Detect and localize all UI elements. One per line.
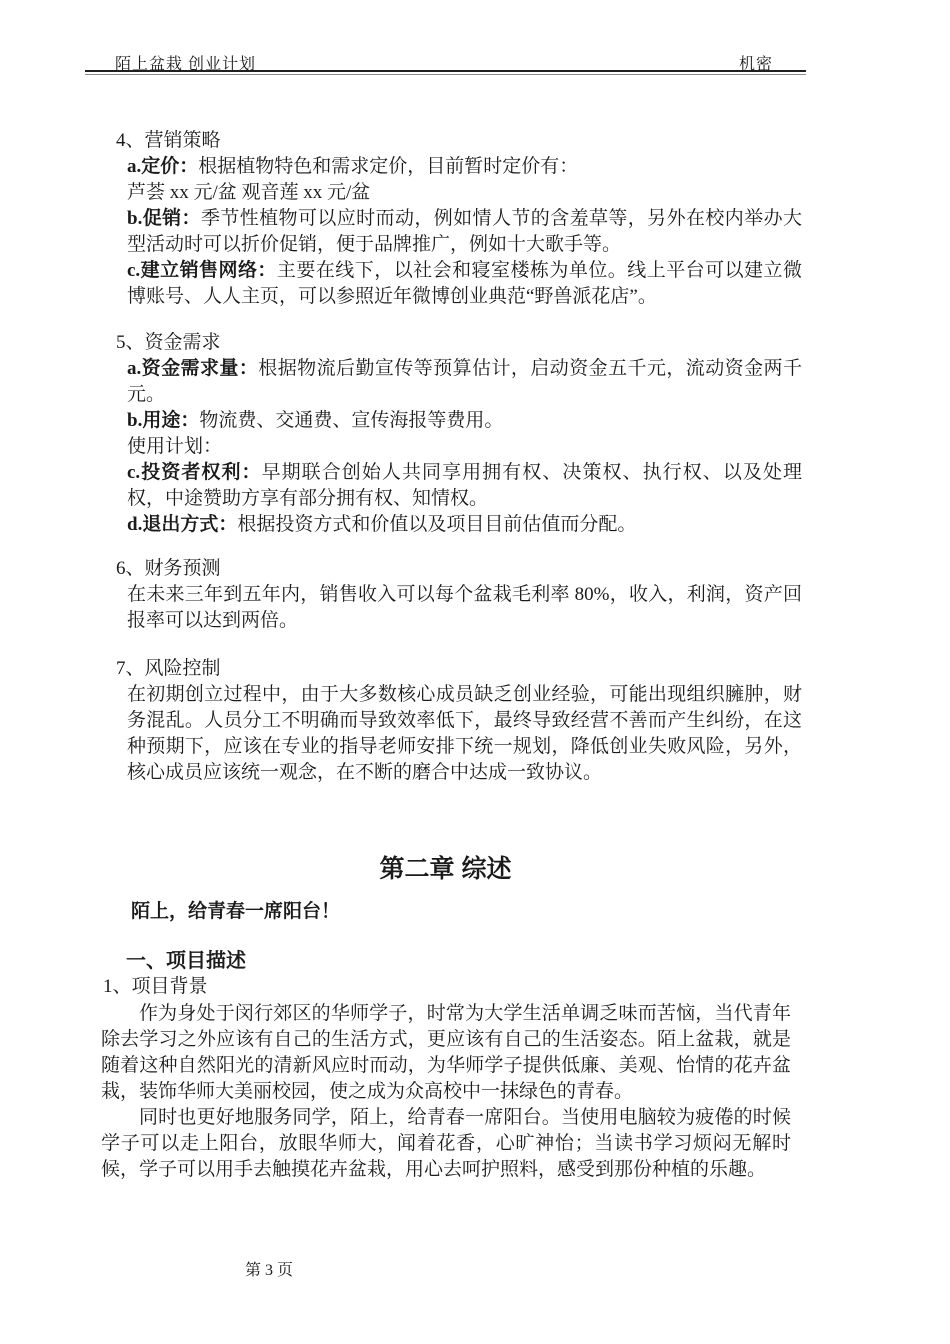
section-item xyxy=(127,154,802,180)
item-text: 主要在线下，以社会和寝室楼栋为单位。线上平台可以建立微博账号、人人主页，可以参照近年微博创业典范“野兽派花店”。 xyxy=(127,260,802,307)
item-text: 季节性植物可以应时而动，例如情人节的含羞草等，另外在校内举办大型活动时可以折价促销，便于品牌推广，例如十大歌手等。 xyxy=(127,208,802,255)
section-body xyxy=(127,682,802,786)
item-text: 芦荟 xx 元/盆 观音莲 xx 元/盆 xyxy=(127,182,371,203)
item-text: 使用计划： xyxy=(127,436,223,457)
item-label: a.资金需求量： xyxy=(127,358,259,379)
section-head xyxy=(116,330,821,356)
section-number: 7、 xyxy=(116,658,145,679)
section-number: 5、 xyxy=(116,332,145,353)
section-item xyxy=(127,512,802,538)
section-item xyxy=(127,408,802,434)
section-7-risk-control xyxy=(116,656,821,786)
section-body xyxy=(127,154,802,310)
item-label: a.定价： xyxy=(127,156,199,177)
paragraph: 同时也更好地服务同学，陌上，给青春一席阳台。当使用电脑较为疲倦的时候学子可以走上阳台，放眼华师大，闻着花香，心旷神怡；当读书学习烦闷无解时候，学子可以用手去触摸花卉盆栽，用心去呵护照料，感受到那份种植的乐趣。 xyxy=(101,1107,791,1180)
section-4-marketing-strategy xyxy=(116,128,821,310)
section-item xyxy=(127,356,802,408)
item-text: 在未来三年到五年内，销售收入可以每个盆栽毛利率 80%，收入，利润，资产回报率可以达到两倍。 xyxy=(127,584,802,631)
item-text: 根据植物特色和需求定价，目前暂时定价有： xyxy=(198,156,579,177)
section-head xyxy=(116,656,821,682)
section-body xyxy=(127,356,802,538)
section-title: 风险控制 xyxy=(144,658,221,679)
chapter-paragraphs xyxy=(101,1001,791,1183)
item-text: 根据投资方式和价值以及项目目前估值而分配。 xyxy=(237,514,637,535)
section-item xyxy=(127,582,802,634)
section-item xyxy=(127,258,802,310)
footer-page-number: 第 3 页 xyxy=(245,1262,294,1279)
section-body xyxy=(127,582,802,634)
chapter-title: 第二章 综述 xyxy=(379,855,512,883)
section-item xyxy=(127,434,802,460)
section-6-financial-forecast xyxy=(116,556,821,634)
item-label: b.用途： xyxy=(127,410,200,431)
item-text: 物流费、交通费、宣传海报等费用。 xyxy=(199,410,504,431)
section-item xyxy=(127,206,802,258)
item-text: 早期联合创始人共同享用拥有权、决策权、执行权、以及处理权，中途赞助方享有部分拥有权、知情权。 xyxy=(127,462,802,509)
item-label: d.退出方式： xyxy=(127,514,238,535)
section-title: 营销策略 xyxy=(144,130,221,151)
section-number: 6、 xyxy=(116,558,145,579)
item-label: b.促销： xyxy=(127,208,201,229)
header-rule xyxy=(85,70,806,75)
item-label: c.投资者权利： xyxy=(127,462,262,483)
chapter-slogan: 陌上，给青春一席阳台！ xyxy=(131,901,341,922)
section-title: 资金需求 xyxy=(144,332,221,353)
section-5-funding-needs xyxy=(116,330,821,538)
item-label: c.建立销售网络： xyxy=(127,260,277,281)
subsection-project-background xyxy=(103,974,208,1000)
section-head xyxy=(116,128,821,154)
section-number: 4、 xyxy=(116,130,145,151)
header-doc-title: 陌上盆栽 创业计划 xyxy=(115,56,257,73)
item-text: 根据物流后勤宣传等预算估计，启动资金五千元，流动资金两千元。 xyxy=(127,358,802,405)
section-item xyxy=(127,180,802,206)
section-title: 财务预测 xyxy=(144,558,221,579)
section-item xyxy=(127,460,802,512)
section-item xyxy=(127,682,802,786)
section-head xyxy=(116,556,821,582)
subsection-title: 项目背景 xyxy=(131,976,208,997)
section-heading-project-description: 一、项目描述 xyxy=(126,950,246,972)
header-classification-label: 机密 xyxy=(739,56,774,73)
paragraph: 作为身处于闵行郊区的华师学子，时常为大学生活单调乏味而苦恼，当代青年除去学习之外应该有自己的生活方式，更应该有自己的生活姿态。陌上盆栽，就是随着这种自然阳光的清新风应时而动，为华师学子提供低廉、美观、怡情的花卉盆栽，装饰华师大美丽校园，使之成为众高校中一抹绿色的青春。 xyxy=(101,1003,791,1102)
subsection-number: 1、 xyxy=(103,976,132,997)
item-text: 在初期创立过程中，由于大多数核心成员缺乏创业经验，可能出现组织臃肿，财务混乱。人员分工不明确而导致效率低下，最终导致经营不善而产生纠纷，在这种预期下，应该在专业的指导老师安排下统一规划，降低创业失败风险，另外，核心成员应该统一观念，在不断的磨合中达成一致协议。 xyxy=(127,684,802,783)
